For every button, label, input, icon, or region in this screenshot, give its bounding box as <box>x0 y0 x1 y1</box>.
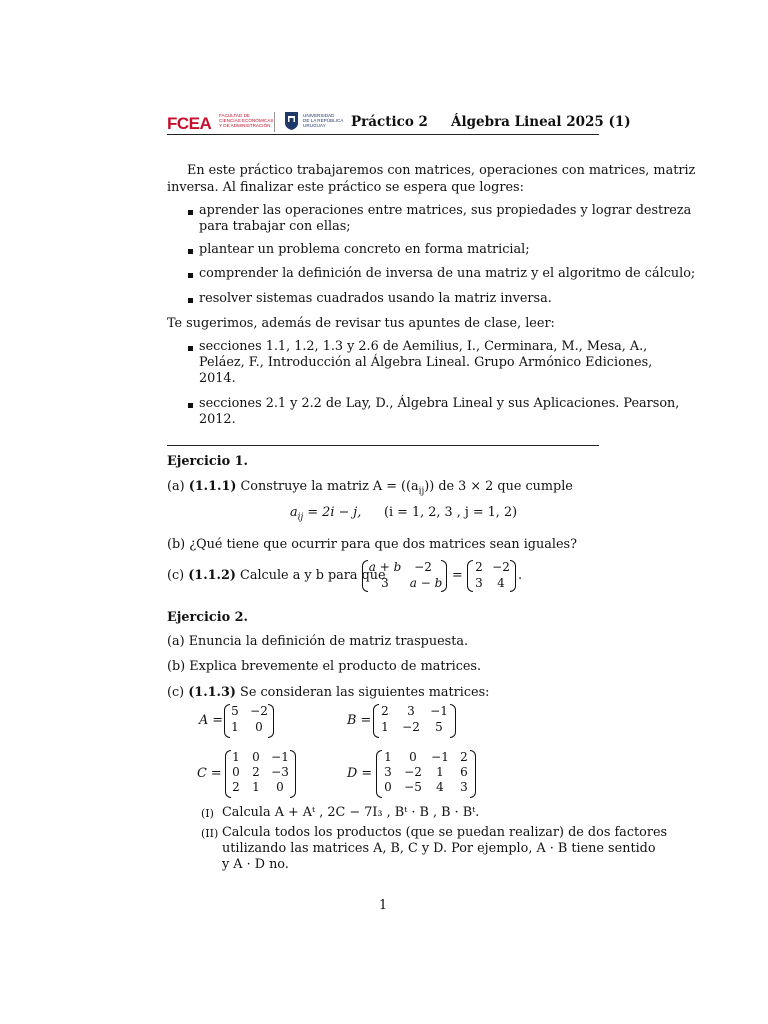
header-rule <box>167 134 599 135</box>
subitem-label: (II) <box>201 827 219 840</box>
matrix-cell: −2 <box>404 765 422 779</box>
matrix-cell: a − b <box>409 576 443 590</box>
matrix-cell: 6 <box>460 765 468 779</box>
reference-item-cont: 2012. <box>199 412 236 427</box>
section-separator <box>167 445 599 446</box>
udelar-shield-icon <box>284 111 299 131</box>
goal-item: aprender las operaciones entre matrices, sus propiedades y lograr destreza <box>199 203 692 218</box>
bullet-icon <box>188 346 193 351</box>
subitem-ii-line: Calcula todos los productos (que se puedan realizar) de dos factores <box>222 825 668 840</box>
matrix-cell: 1 <box>231 720 239 734</box>
matrix-cell: −3 <box>271 765 289 779</box>
item-label: (b) <box>167 537 186 552</box>
item-text: Explica brevemente el producto de matrices. <box>189 659 482 674</box>
item-text: Se consideran las siguientes matrices: <box>240 685 490 700</box>
item-label: (c) <box>167 685 185 700</box>
ex1-a <box>167 479 573 500</box>
matrix-right-paren <box>441 560 447 592</box>
matrix-cell: 2 <box>475 560 483 574</box>
suggest-text: Te sugerimos, además de revisar tus apuntes de clase, leer: <box>167 316 555 331</box>
bullet-icon <box>188 298 193 303</box>
matrix-cell: 0 <box>255 720 263 734</box>
bullet-icon <box>188 403 193 408</box>
matrix-cell: 0 <box>409 750 417 764</box>
matrix-cell: 3 <box>384 765 392 779</box>
subitem-i-text: Calcula A + Aᵗ , 2C − 7I₃ , Bᵗ · B , B · Bᵗ. <box>222 805 480 820</box>
matrix-cell: 1 <box>232 750 240 764</box>
matrix-right-paren <box>268 704 274 738</box>
matrix-right-paren <box>290 750 296 798</box>
item-text: Construye la matriz A = ((a <box>240 479 419 494</box>
matrix-cell: −2 <box>492 560 510 574</box>
matrix-cell: 3 <box>475 576 483 590</box>
udelar-logo-subtitle: UNIVERSIDAD DE LA REPÚBLICA URUGUAY <box>303 113 344 129</box>
matrix-cell: 0 <box>384 780 392 794</box>
page-number: 1 <box>379 898 388 913</box>
matrix-c-name: C = <box>197 766 222 781</box>
matrix-cell: −2 <box>414 560 432 574</box>
matrix-cell: −1 <box>271 750 289 764</box>
item-text: ¿Qué tiene que ocurrir para que dos matrices sean iguales? <box>189 537 577 552</box>
matrix-cell: 4 <box>497 576 505 590</box>
matrix-cell: 3 <box>381 576 389 590</box>
matrix-cell: 2 <box>232 780 240 794</box>
ex1-formula-condition: (i = 1, 2, 3 , j = 1, 2) <box>384 505 518 520</box>
reference-item: secciones 1.1, 1.2, 1.3 y 2.6 de Aemilius, I., Cerminara, M., Mesa, A., <box>199 339 648 354</box>
item-text: Calcule a y b para que <box>240 568 386 583</box>
item-text-cont: )) de 3 × 2 que cumple <box>424 479 573 494</box>
ex2-b <box>167 659 481 676</box>
bullet-icon <box>188 210 193 215</box>
matrix-cell: 0 <box>276 780 284 794</box>
book-reference: (1.1.1) <box>188 479 237 494</box>
goal-item: plantear un problema concreto en forma matricial; <box>199 242 530 257</box>
matrix-right-paren <box>470 750 476 798</box>
matrix-cell: 3 <box>407 704 415 718</box>
subscript: ij <box>418 486 425 497</box>
exercise-2-title: Ejercicio 2. <box>167 610 248 625</box>
bullet-icon <box>188 273 193 278</box>
matrix-cell: 2 <box>252 765 260 779</box>
formula-rhs: = 2i − j, <box>307 505 362 520</box>
item-text: Enuncia la definición de matriz traspuesta. <box>188 634 469 649</box>
matrix-cell: 1 <box>436 765 444 779</box>
logo-divider <box>274 112 275 132</box>
matrix-cell: 0 <box>232 765 240 779</box>
item-label: (a) <box>167 479 185 494</box>
ex1-c <box>167 568 386 585</box>
reference-item-cont: 2014. <box>199 371 236 386</box>
goal-item: comprender la definición de inversa de una matriz y el algoritmo de cálculo; <box>199 266 696 281</box>
subitem-label: (I) <box>201 807 214 820</box>
matrix-cell: 3 <box>460 780 468 794</box>
ex1-b <box>167 537 577 554</box>
page-title: Práctico 2 <box>351 114 428 130</box>
item-label: (b) <box>167 659 186 674</box>
book-reference: (1.1.2) <box>188 568 236 583</box>
course-title: Álgebra Lineal 2025 (1) <box>451 114 631 130</box>
matrix-cell: a + b <box>368 560 402 574</box>
fcea-logo-subtitle: FACULTAD DE CIENCIAS ECONÓMICAS Y DE ADMINISTRACIÓN <box>219 113 274 129</box>
matrix-b-name: B = <box>347 713 372 728</box>
matrix-cell: 0 <box>252 750 260 764</box>
matrix-cell: 1 <box>252 780 260 794</box>
matrix-right-paren <box>450 704 456 738</box>
book-reference: (1.1.3) <box>188 685 236 700</box>
item-label: (c) <box>167 568 185 583</box>
ex2-c <box>167 685 490 702</box>
fcea-logo: FCEA <box>167 114 212 133</box>
matrix-cell: 2 <box>460 750 468 764</box>
matrix-cell: −2 <box>402 720 420 734</box>
matrix-a-name: A = <box>199 713 224 728</box>
matrix-cell: 1 <box>381 720 389 734</box>
goal-item-cont: para trabajar con ellas; <box>199 219 351 234</box>
matrix-cell: 1 <box>384 750 392 764</box>
reference-item: secciones 2.1 y 2.2 de Lay, D., Álgebra Lineal y sus Aplicaciones. Pearson, <box>199 396 680 411</box>
intro-line-2: inversa. Al finalizar este práctico se espera que logres: <box>167 180 524 195</box>
matrix-right-paren <box>510 560 516 592</box>
intro-line-1: En este práctico trabajaremos con matrices, operaciones con matrices, matriz <box>187 163 696 178</box>
formula-subscript: ij <box>297 512 304 523</box>
matrix-cell: 4 <box>436 780 444 794</box>
matrix-cell: 5 <box>435 720 443 734</box>
formula-lhs: a <box>290 505 298 520</box>
matrix-cell: 5 <box>231 704 239 718</box>
matrix-cell: −5 <box>404 780 422 794</box>
item-label: (a) <box>167 634 185 649</box>
exercise-1-title: Ejercicio 1. <box>167 454 248 469</box>
matrix-cell: 2 <box>381 704 389 718</box>
goal-item: resolver sistemas cuadrados usando la matriz inversa. <box>199 291 552 306</box>
ex1-formula <box>290 505 361 526</box>
reference-item-cont: Peláez, F., Introducción al Álgebra Lineal. Grupo Armónico Ediciones, <box>199 355 653 370</box>
matrix-cell: −1 <box>430 704 448 718</box>
period: . <box>518 568 523 583</box>
bullet-icon <box>188 249 193 254</box>
ex2-a <box>167 634 468 651</box>
matrix-cell: −1 <box>431 750 449 764</box>
subitem-ii-line: utilizando las matrices A, B, C y D. Por ejemplo, A · B tiene sentido <box>222 841 656 856</box>
matrix-d-name: D = <box>347 766 373 781</box>
equals-sign: = <box>452 568 463 583</box>
matrix-cell: −2 <box>250 704 268 718</box>
subitem-ii-line: y A · D no. <box>222 857 289 872</box>
